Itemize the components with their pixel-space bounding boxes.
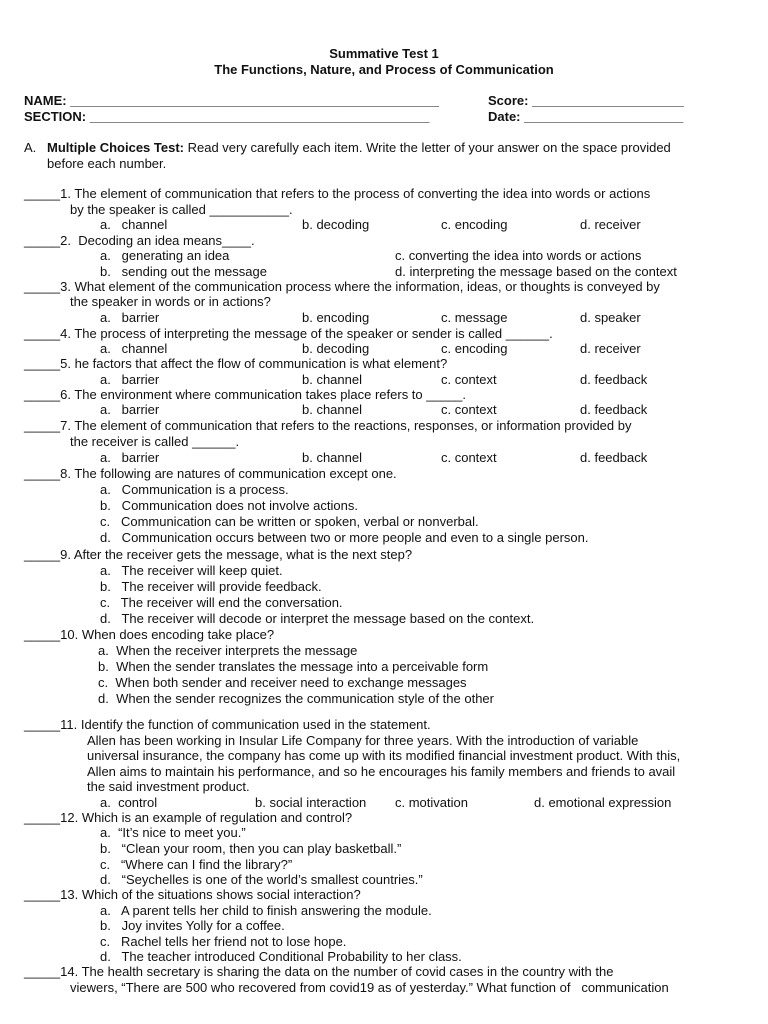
q4-option-a: a. channel xyxy=(100,341,168,356)
q12-option-c: c. “Where can I find the library?” xyxy=(100,857,293,872)
name-field[interactable]: NAME: ___________________________________________________ xyxy=(24,93,439,108)
q7-option-a: a. barrier xyxy=(100,450,160,465)
q11-option-b: b. social interaction xyxy=(255,795,367,810)
q3-option-b: b. encoding xyxy=(302,310,370,325)
question-13: _____13. Which of the situations shows social interaction? xyxy=(24,887,361,902)
question-2: _____2. Decoding an idea means____. xyxy=(24,233,255,248)
q6-option-a: a. barrier xyxy=(100,402,160,417)
q1-option-d: d. receiver xyxy=(580,217,641,232)
q10-option-b: b. When the sender translates the message into a perceivable form xyxy=(98,659,489,674)
question-14: _____14. The health secretary is sharing the data on the number of covid cases in the country with the xyxy=(24,964,614,979)
q11-option-d: d. emotional expression xyxy=(534,795,672,810)
section-letter: A. xyxy=(24,140,37,155)
q5-option-a: a. barrier xyxy=(100,372,160,387)
q8-option-d: d. Communication occurs between two or more people and even to a single person. xyxy=(100,530,589,545)
q4-option-b: b. decoding xyxy=(302,341,370,356)
q11-passage-3: Allen aims to maintain his performance, and so he encourages his family members and friends to avail xyxy=(87,764,676,779)
q6-option-b: b. channel xyxy=(302,402,362,417)
q12-option-a: a. “It’s nice to meet you.” xyxy=(100,825,246,840)
date-field[interactable]: Date: ______________________ xyxy=(488,109,684,124)
q9-option-c: c. The receiver will end the conversation. xyxy=(100,595,343,610)
q10-option-d: d. When the sender recognizes the communication style of the other xyxy=(98,691,494,706)
q10-option-c: c. When both sender and receiver need to exchange messages xyxy=(98,675,467,690)
q1-option-a: a. channel xyxy=(100,217,168,232)
q2-option-c: c. converting the idea into words or actions xyxy=(395,248,642,263)
q11-option-a: a. control xyxy=(100,795,158,810)
test-title: Summative Test 1 xyxy=(329,46,439,61)
question-7-cont: the receiver is called ______. xyxy=(70,434,240,449)
q1-option-c: c. encoding xyxy=(441,217,508,232)
q11-passage-4: the said investment product. xyxy=(87,779,250,794)
q5-option-d: d. feedback xyxy=(580,372,648,387)
q3-option-d: d. speaker xyxy=(580,310,641,325)
question-1: _____1. The element of communication that refers to the process of converting the idea into words or actions xyxy=(24,186,651,201)
q2-option-d: d. interpreting the message based on the context xyxy=(395,264,677,279)
q13-option-a: a. A parent tells her child to finish answering the module. xyxy=(100,903,432,918)
instructions xyxy=(47,140,671,156)
q4-option-c: c. encoding xyxy=(441,341,508,356)
q13-option-b: b. Joy invites Yolly for a coffee. xyxy=(100,918,285,933)
q11-passage-2: universal insurance, the company has come up with its modified financial investment product. With this, xyxy=(87,748,681,763)
q10-option-a: a. When the receiver interprets the message xyxy=(98,643,358,658)
q5-option-b: b. channel xyxy=(302,372,362,387)
question-14-cont: viewers, “There are 500 who recovered from covid19 as of yesterday.” What function of communication xyxy=(70,980,669,995)
instructions-text: Read very carefully each item. Write the letter of your answer on the space provided xyxy=(184,140,671,155)
question-12: _____12. Which is an example of regulation and control? xyxy=(24,810,353,825)
instructions-heading: Multiple Choices Test: xyxy=(47,140,184,155)
section-field[interactable]: SECTION: _______________________________________________ xyxy=(24,109,430,124)
q2-option-a: a. generating an idea xyxy=(100,248,230,263)
instructions-text-2: before each number. xyxy=(47,156,167,171)
q7-option-b: b. channel xyxy=(302,450,362,465)
q12-option-b: b. “Clean your room, then you can play basketball.” xyxy=(100,841,402,856)
q9-option-d: d. The receiver will decode or interpret the message based on the context. xyxy=(100,611,535,626)
score-field[interactable]: Score: _____________________ xyxy=(488,93,684,108)
q13-option-c: c. Rachel tells her friend not to lose hope. xyxy=(100,934,347,949)
q1-option-b: b. decoding xyxy=(302,217,370,232)
q13-option-d: d. The teacher introduced Conditional Probability to her class. xyxy=(100,949,462,964)
q7-option-c: c. context xyxy=(441,450,497,465)
q8-option-a: a. Communication is a process. xyxy=(100,482,289,497)
question-3-cont: the speaker in words or in actions? xyxy=(70,294,271,309)
q6-option-d: d. feedback xyxy=(580,402,648,417)
q2-option-b: b. sending out the message xyxy=(100,264,267,279)
q4-option-d: d. receiver xyxy=(580,341,641,356)
question-1-cont: by the speaker is called ___________. xyxy=(70,202,293,217)
q11-passage-1: Allen has been working in Insular Life Company for three years. With the introduction of variable xyxy=(87,733,639,748)
question-4: _____4. The process of interpreting the message of the speaker or sender is called ______. xyxy=(24,326,553,341)
q6-option-c: c. context xyxy=(441,402,497,417)
question-3: _____3. What element of the communication process where the information, ideas, or thoughts is conveyed by xyxy=(24,279,660,294)
q9-option-a: a. The receiver will keep quiet. xyxy=(100,563,283,578)
question-9: _____9. After the receiver gets the message, what is the next step? xyxy=(24,547,413,562)
q12-option-d: d. “Seychelles is one of the world’s smallest countries.” xyxy=(100,872,423,887)
q5-option-c: c. context xyxy=(441,372,497,387)
q3-option-c: c. message xyxy=(441,310,508,325)
q9-option-b: b. The receiver will provide feedback. xyxy=(100,579,322,594)
q7-option-d: d. feedback xyxy=(580,450,648,465)
question-8: _____8. The following are natures of communication except one. xyxy=(24,466,397,481)
question-11: _____11. Identify the function of communication used in the statement. xyxy=(24,717,431,732)
q3-option-a: a. barrier xyxy=(100,310,160,325)
q8-option-b: b. Communication does not involve actions. xyxy=(100,498,358,513)
question-5: _____5. he factors that affect the flow of communication is what element? xyxy=(24,356,448,371)
question-10: _____10. When does encoding take place? xyxy=(24,627,275,642)
test-subtitle: The Functions, Nature, and Process of Communication xyxy=(214,62,554,77)
q8-option-c: c. Communication can be written or spoken, verbal or nonverbal. xyxy=(100,514,479,529)
q11-option-c: c. motivation xyxy=(395,795,468,810)
question-6: _____6. The environment where communication takes place refers to _____. xyxy=(24,387,467,402)
question-7: _____7. The element of communication that refers to the reactions, responses, or information provided by xyxy=(24,418,632,433)
